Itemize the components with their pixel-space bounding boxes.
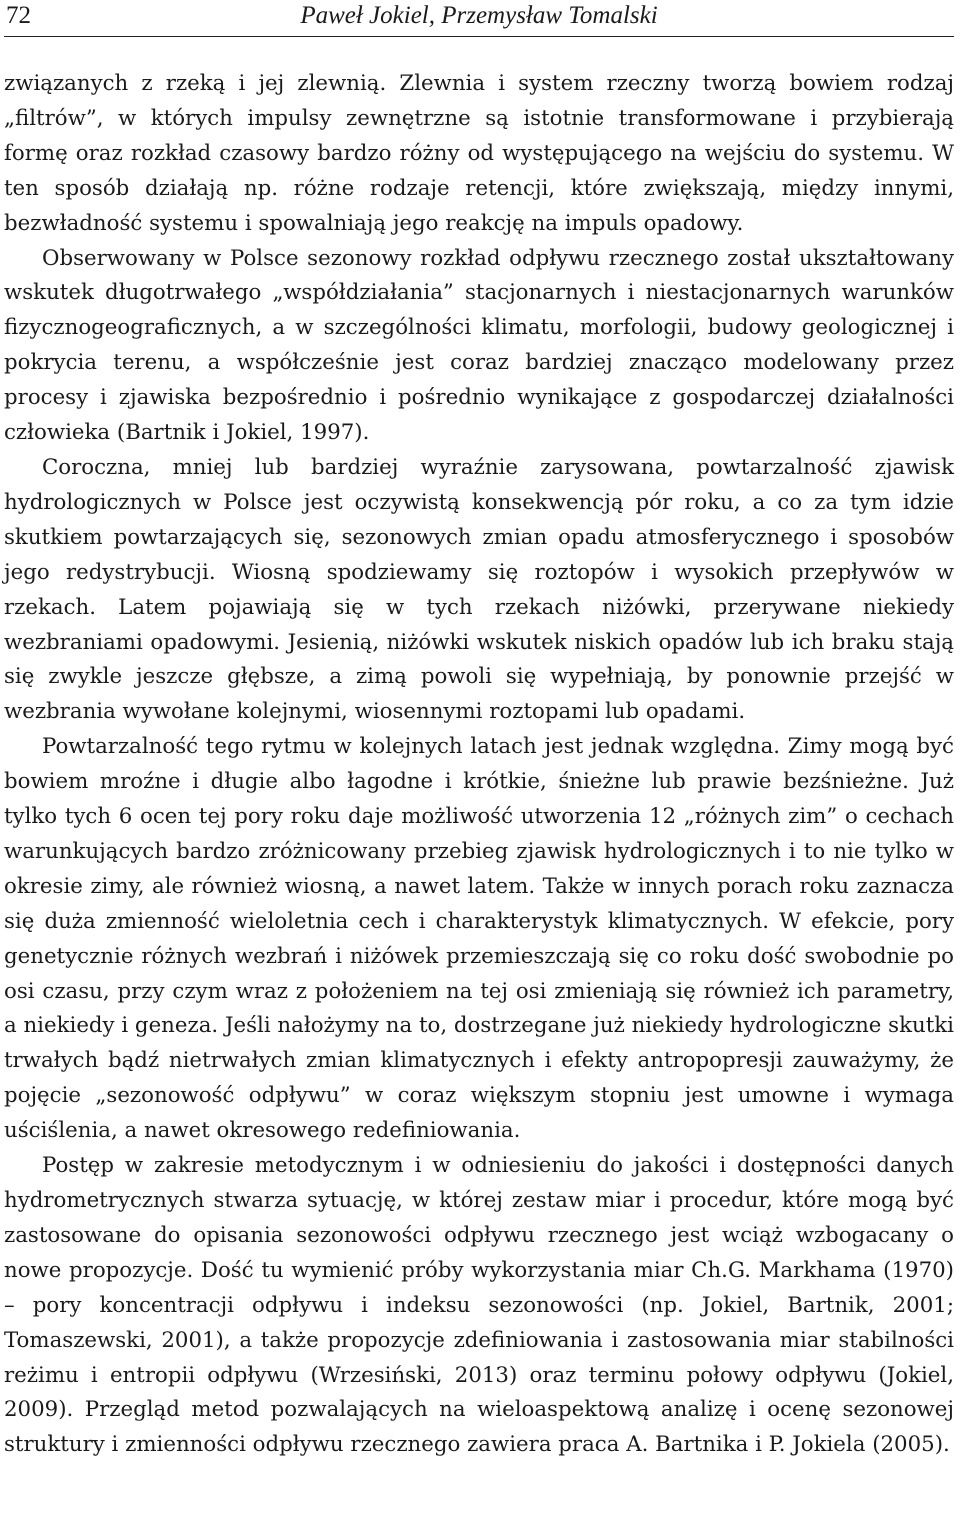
page-number: 72 xyxy=(6,2,31,29)
paragraph-methodological-progress: Postęp w zakresie metodycznym i w odniesieniu do jakości i dostępności danych hydrometrycznych stwarza sytuację, w której zestaw miar i procedur, które mogą być zastosowane do opisania sezonowości odpływu rzecznego jest wciąż wzbogacany o nowe propozycje. Dość tu wymienić próby wykorzystania miar Ch.G. Markhama (1970) – pory koncentracji odpływu i indeksu sezonowości (np. Jokiel, Bartnik, 2001; Tomaszewski, 2001), a także propozycje zdefiniowania i zastosowania miar stabilności reżimu i entropii odpływu (Wrzesiński, 2013) oraz terminu połowy odpływu (Jokiel, 2009). Przegląd metod pozwalających na wieloaspektową analizę i ocenę sezonowej struktury i zmienności odpływu rzecznego zawiera praca A. Bartnika i P. Jokiela (2005). xyxy=(4,1153,954,1458)
paragraph-annual-repeatability: Coroczna, mniej lub bardziej wyraźnie zarysowana, powtarzalność zjawisk hydrologicznych w Polsce jest oczywistą konsekwencją pór roku, a co za tym idzie skutkiem powtarzających się, sezonowych zmian opadu atmosferycznego i sposobów jego redystrybucji. Wiosną spodziewamy się roztopów i wysokich przepływów w rzekach. Latem pojawiają się w tych rzekach niżówki, przerywane niekiedy wezbraniami opadowymi. Jesienią, niżówki wskutek niskich opadów lub ich braku stają się zwykle jeszcze głębsze, a zimą powoli się wypełniają, by ponownie przejść w wezbrania wywołane kolejnymi, wiosennymi roztopami lub opadami. xyxy=(4,454,954,725)
paragraph-seasonal-distribution: Obserwowany w Polsce sezonowy rozkład odpływu rzecznego został ukształtowany wskutek długotrwałego „współdziałania” stacjonarnych i niestacjonarnych warunków fizycznogeograficznych, a w szczególności klimatu, morfologii, budowy geologicznej i pokrycia terenu, a współcześnie jest coraz bardziej znacząco modelowany przez procesy i zjawiska bezpośrednio i pośrednio wynikające z gospodarczej działalności człowieka (Bartnik i Jokiel, 1997). xyxy=(4,245,954,446)
running-head xyxy=(4,0,954,37)
paragraph-continuation: związanych z rzeką i jej zlewnią. Zlewnia i system rzeczny tworzą bowiem rodzaj „filtrów”, w których impulsy zewnętrzne są istotnie transformowane i przybierają formę oraz rozkład czasowy bardzo różny od występującego na wejściu do systemu. W ten sposób działają np. różne rodzaje retencji, które zwiększają, między innymi, bezwładność systemu i spowalniają jego reakcję na impuls opadowy. xyxy=(4,71,954,236)
running-head-authors: Paweł Jokiel, Przemysław Tomalski xyxy=(300,2,658,29)
paragraph-rhythm-variability: Powtarzalność tego rytmu w kolejnych latach jest jednak względna. Zimy mogą być bowiem mroźne i długie albo łagodne i krótkie, śnieżne lub prawie bezśnieżne. Już tylko tych 6 ocen tej pory roku daje możliwość utworzenia 12 „różnych zim” o cechach warunkujących bardzo zróżnicowany przebieg zjawisk hydrologicznych i to nie tylko w okresie zimy, ale również wiosną, a nawet latem. Także w innych porach roku zaznacza się duża zmienność wieloletnia cech i charakterystyk klimatycznych. W efekcie, pory genetycznie różnych wezbrań i niżówek przemieszczają się co roku dość swobodnie po osi czasu, przy czym wraz z położeniem na tej osi zmieniają się również ich parametry, a niekiedy i geneza. Jeśli nałożymy na to, dostrzegane już niekiedy hydrologiczne skutki trwałych bądź nietrwałych zmian klimatycznych i efekty antropopresji zauważymy, że pojęcie „sezonowość odpływu” w coraz większym stopniu jest umowne i wymaga uściślenia, a nawet okresowego redefiniowania. xyxy=(4,734,954,1144)
body-text xyxy=(4,67,954,1463)
